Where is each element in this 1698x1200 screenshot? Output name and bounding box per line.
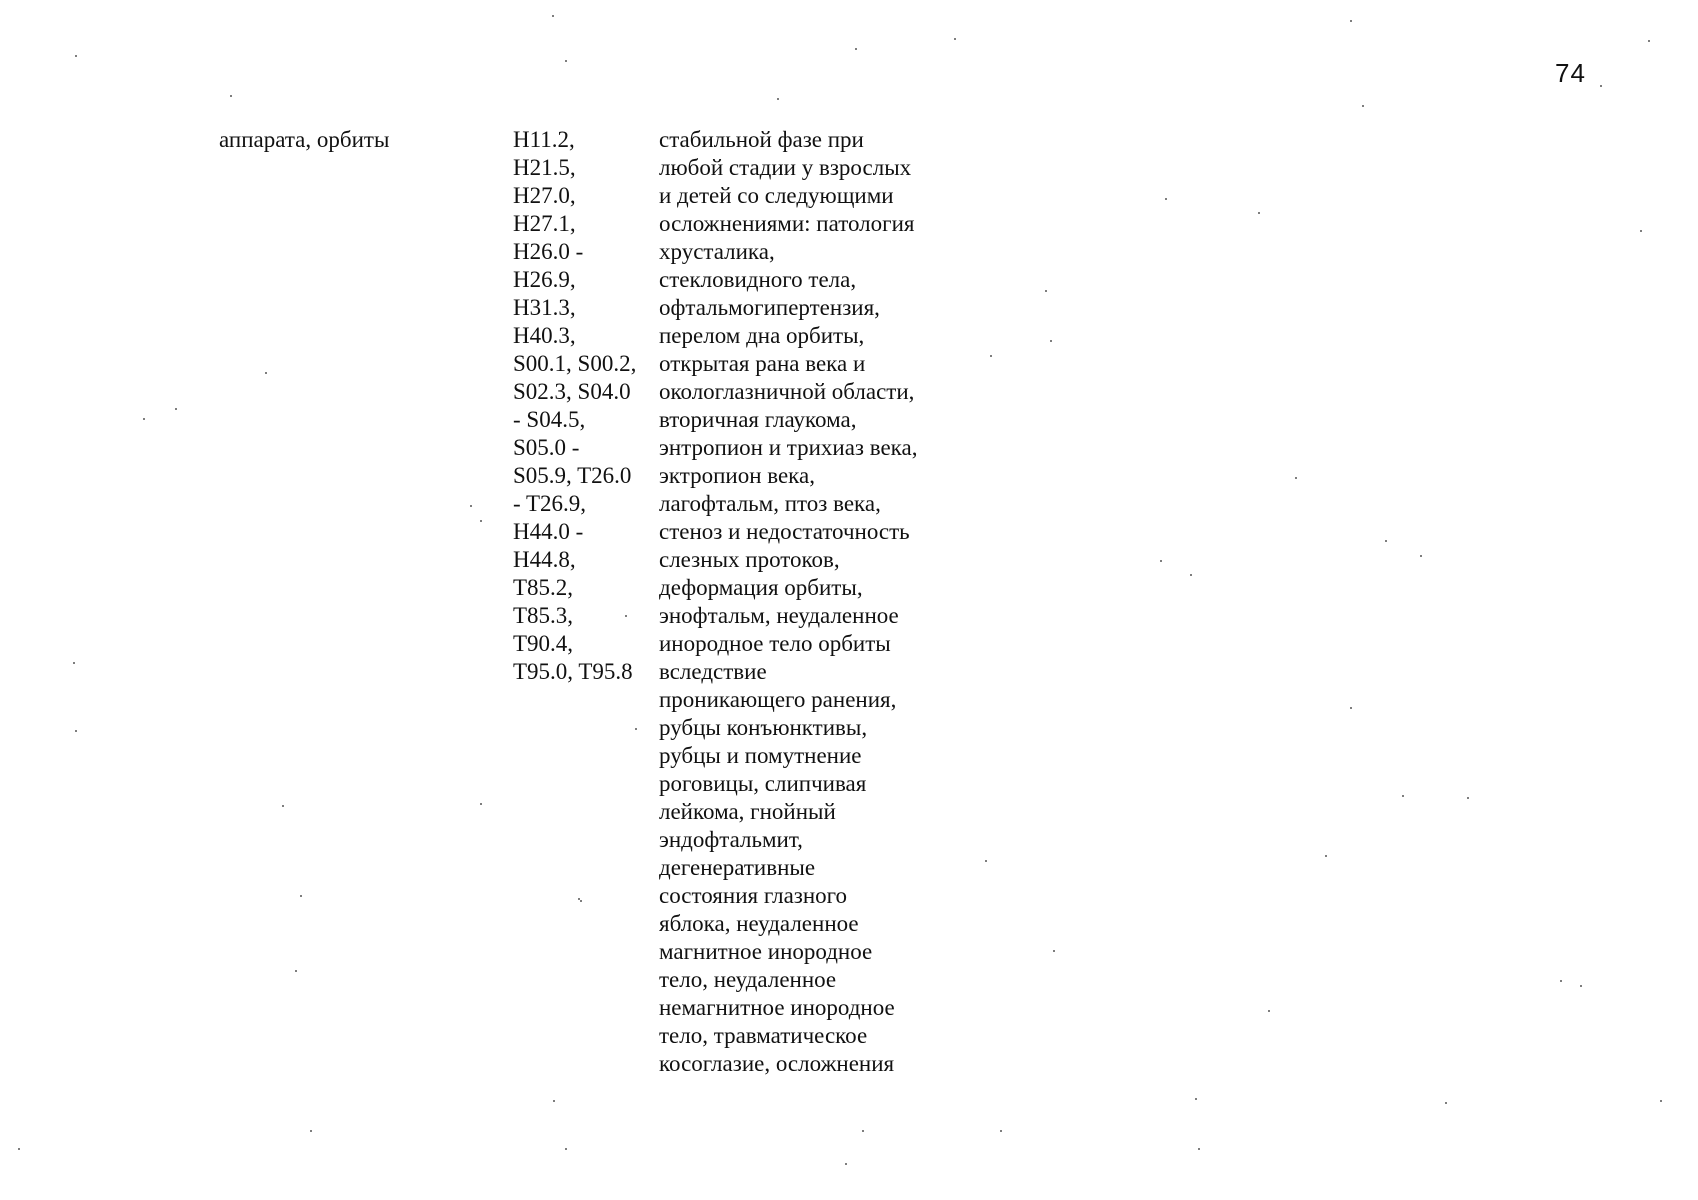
description-line: косоглазие, осложнения: [659, 1051, 895, 1076]
code-line: H31.3,: [513, 295, 576, 320]
description-line: немагнитное инородное: [659, 995, 895, 1020]
code-line: H11.2,: [513, 127, 575, 152]
description-line: рубцы и помутнение: [659, 743, 862, 768]
description-line: деформация орбиты,: [659, 575, 863, 600]
description-line: любой стадии у взрослых: [659, 155, 912, 180]
code-line: T95.0, T95.8: [513, 659, 633, 684]
description-line: стекловидного тела,: [659, 267, 857, 292]
code-line: H27.1,: [513, 211, 576, 236]
section-line: аппарата, орбиты: [219, 127, 390, 152]
description-line: инородное тело орбиты: [659, 631, 891, 656]
code-line: H44.0 -: [513, 519, 584, 544]
description-line: стабильной фазе при: [659, 127, 864, 152]
code-line: S05.9, T26.0: [513, 463, 632, 488]
code-line: T90.4,: [513, 631, 574, 656]
description-line: роговицы, слипчивая: [659, 771, 867, 796]
description-line: рубцы конъюнктивы,: [659, 715, 868, 740]
description-line: стеноз и недостаточность: [659, 519, 910, 544]
description-line: эктропион века,: [659, 463, 815, 488]
description-line: окологлазничной области,: [659, 379, 915, 404]
code-line: - S04.5,: [513, 407, 586, 432]
code-line: T85.2,: [513, 575, 574, 600]
description-line: тело, травматическое: [659, 1023, 868, 1048]
description-line: открытая рана века и: [659, 351, 866, 376]
code-line: H26.9,: [513, 267, 576, 292]
description-line: лагофтальм, птоз века,: [659, 491, 881, 516]
description-line: проникающего ранения,: [659, 687, 897, 712]
description-line: слезных протоков,: [659, 547, 840, 572]
description-line: перелом дна орбиты,: [659, 323, 865, 348]
code-line: H27.0,: [513, 183, 576, 208]
code-line: H26.0 -: [513, 239, 584, 264]
description-line: осложнениями: патология: [659, 211, 915, 236]
code-line: S05.0 -: [513, 435, 580, 460]
description-line: хрусталика,: [659, 239, 775, 264]
code-line: H44.8,: [513, 547, 576, 572]
description-line: яблока, неудаленное: [659, 911, 859, 936]
description-line: состояния глазного: [659, 883, 848, 908]
code-line: S00.1, S00.2,: [513, 351, 637, 376]
description-line: офтальмогипертензия,: [659, 295, 880, 320]
description-line: энофтальм, неудаленное: [659, 603, 899, 628]
description-line: и детей со следующими: [659, 183, 894, 208]
description-line: вторичная глаукома,: [659, 407, 857, 432]
code-line: H40.3,: [513, 323, 576, 348]
description-line: тело, неудаленное: [659, 967, 837, 992]
description-line: дегенеративные: [659, 855, 816, 880]
code-line: - T26.9,: [513, 491, 587, 516]
code-line: T85.3,: [513, 603, 574, 628]
codes-column: [513, 126, 636, 686]
description-line: эндофтальмит,: [659, 827, 803, 852]
code-line: H21.5,: [513, 155, 576, 180]
section-column: [219, 126, 389, 154]
description-line: вследствие: [659, 659, 767, 684]
code-line: S02.3, S04.0: [513, 379, 631, 404]
description-column: [659, 126, 917, 1078]
description-line: лейкома, гнойный: [659, 799, 836, 824]
page-number: 74: [1555, 58, 1586, 88]
description-line: энтропион и трихиаз века,: [659, 435, 918, 460]
description-line: магнитное инородное: [659, 939, 873, 964]
